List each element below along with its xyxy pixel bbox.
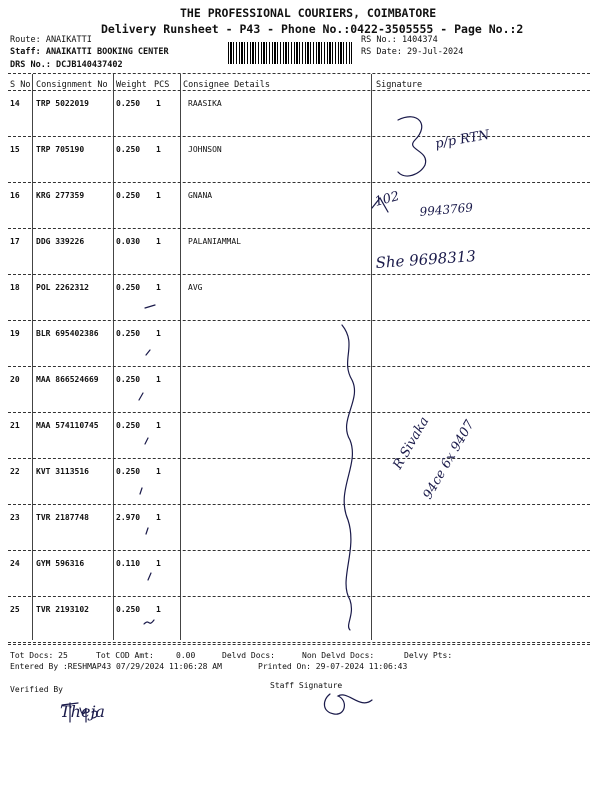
row-sno: 14 (10, 99, 20, 108)
row-weight: 0.250 (116, 283, 141, 292)
row-consignment-no: GYM 596316 (36, 559, 85, 568)
drs-number: DRS No.: DCJB140437402 (10, 60, 123, 70)
bracket-curve (342, 325, 355, 630)
row-pcs: 1 (156, 513, 161, 522)
row-weight: 0.250 (116, 191, 141, 200)
verified-by-label: Verified By (10, 685, 63, 694)
col-weight: Weight (116, 80, 147, 90)
handwritten-note-17: She 9698313 (375, 247, 477, 272)
row-pcs: 1 (156, 605, 161, 614)
row-sno: 17 (10, 237, 20, 246)
row-weight: 0.250 (116, 605, 141, 614)
total-cod-label: Tot COD Amt: (96, 651, 154, 660)
entered-by: Entered By :RESHMAP43 07/29/2024 11:06:28 AM (10, 662, 222, 671)
row-pcs: 1 (156, 329, 161, 338)
row-consignment-no: DDG 339226 (36, 237, 85, 246)
row-weight: 0.250 (116, 467, 141, 476)
col-sno: S No (10, 80, 31, 90)
runsheet-title: Delivery Runsheet - P43 - Phone No.:0422-3505555 - Page No.:2 (101, 22, 524, 36)
total-docs: Tot Docs: 25 (10, 651, 68, 660)
col-signature: Signature (376, 80, 423, 90)
row-sno: 16 (10, 191, 20, 200)
row-weight: 0.110 (116, 559, 141, 568)
delivery-points: Delvy Pts: (404, 651, 453, 660)
printed-on: Printed On: 29-07-2024 11:06:43 (258, 662, 408, 671)
row-consignment-no: POL 2262312 (36, 283, 89, 292)
handwritten-note-phone: 94ce 6x 9407 (420, 417, 478, 502)
row-pcs: 1 (156, 559, 161, 568)
delivered-docs: Delvd Docs: (222, 651, 275, 660)
signature-scribble (398, 117, 426, 176)
col-consignment: Consignment No (36, 80, 108, 90)
handwritten-note-16b: 9943769 (419, 200, 474, 219)
row-pcs: 1 (156, 421, 161, 430)
row-consignment-no: BLR 695402386 (36, 329, 99, 338)
row-weight: 0.250 (116, 329, 141, 338)
row-consignment-no: MAA 866524669 (36, 375, 99, 384)
row-pcs: 1 (156, 145, 161, 154)
row-consignment-no: KRG 277359 (36, 191, 85, 200)
company-title: THE PROFESSIONAL COURIERS, COIMBATORE (180, 6, 437, 20)
row-consignee: AVG (188, 283, 203, 292)
row-sno: 15 (10, 145, 20, 154)
row-consignee: JOHNSON (188, 145, 222, 154)
row-sno: 21 (10, 421, 20, 430)
col-consignee: Consignee Details (183, 80, 270, 90)
row-weight: 0.250 (116, 421, 141, 430)
row-pcs: 1 (156, 99, 161, 108)
row-weight: 2.970 (116, 513, 141, 522)
route-label: Route: ANAIKATTI (10, 35, 92, 45)
row-weight: 0.250 (116, 145, 141, 154)
col-pcs: PCS (154, 80, 170, 90)
row-pcs: 1 (156, 375, 161, 384)
row-consignment-no: TVR 2187748 (36, 513, 89, 522)
row-consignment-no: TRP 705190 (36, 145, 85, 154)
staff-label: Staff: ANAIKATTI BOOKING CENTER (10, 47, 169, 57)
row-sno: 18 (10, 283, 20, 292)
row-weight: 0.030 (116, 237, 141, 246)
non-delivered-docs: Non Delvd Docs: (302, 651, 375, 660)
row-consignee: RAASIKA (188, 99, 222, 108)
row-pcs: 1 (156, 191, 161, 200)
row-pcs: 1 (156, 283, 161, 292)
row-sno: 19 (10, 329, 20, 338)
staff-signature-scribble (324, 694, 372, 714)
row-consignment-no: TVR 2193102 (36, 605, 89, 614)
row-weight: 0.250 (116, 375, 141, 384)
row-consignment-no: MAA 574110745 (36, 421, 99, 430)
rs-date: RS Date: 29-Jul-2024 (361, 47, 464, 57)
row-sno: 22 (10, 467, 20, 476)
total-cod-value: 0.00 (176, 651, 196, 660)
row-pcs: 1 (156, 467, 161, 476)
handwritten-note-15: p/p RTN (434, 127, 491, 152)
handwritten-note-receiver: R Sivaka (390, 414, 433, 472)
rs-number: RS No.: 1404374 (361, 35, 438, 45)
row-consignee: PALANIAMMAL (188, 237, 241, 246)
row-sno: 20 (10, 375, 20, 384)
row-consignment-no: TRP 5022019 (36, 99, 89, 108)
row-consignee: GNANA (188, 191, 213, 200)
row-consignment-no: KVT 3113516 (36, 467, 89, 476)
row-sno: 23 (10, 513, 20, 522)
row-pcs: 1 (156, 237, 161, 246)
row-sno: 24 (10, 559, 20, 568)
verified-signature: Theja (60, 702, 105, 721)
handwritten-note-16a: 102 (373, 188, 402, 210)
staff-signature-label: Staff Signature (270, 681, 343, 690)
table-bottom-rule (8, 644, 590, 645)
row-weight: 0.250 (116, 99, 141, 108)
row-sno: 25 (10, 605, 20, 614)
